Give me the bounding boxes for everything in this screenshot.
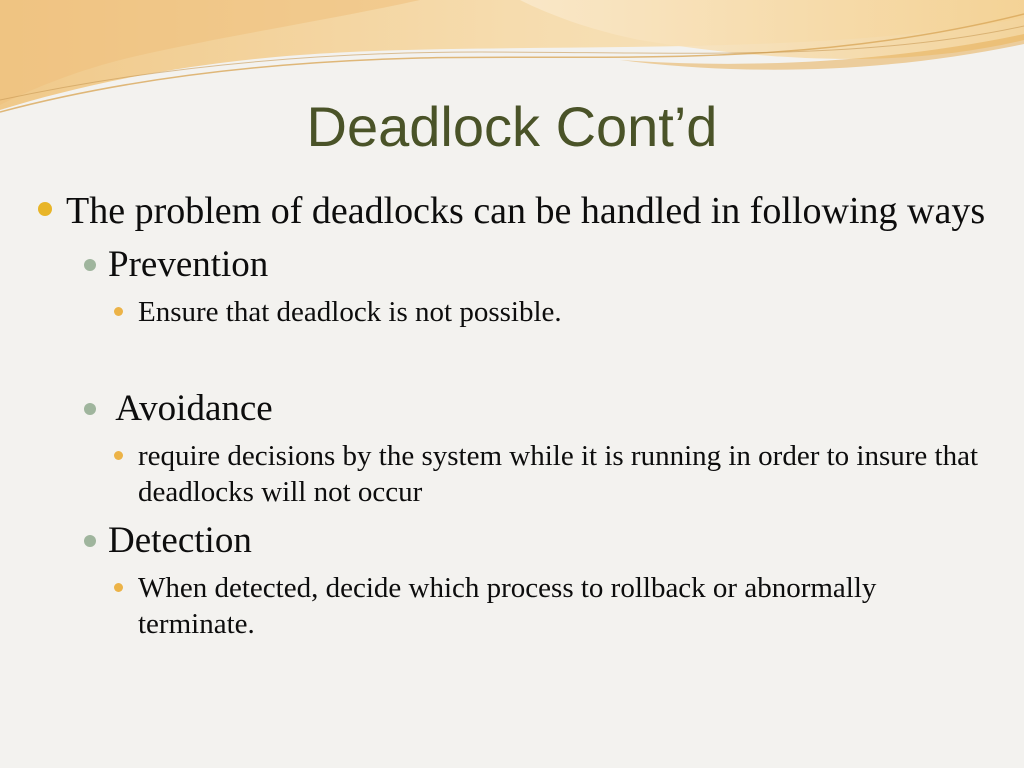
method-heading: Detection: [108, 520, 252, 561]
intro-bullet: [36, 190, 986, 232]
method-detail: [112, 570, 986, 642]
method-detail-text: When detected, decide which process to rollback or abnormally terminate.: [138, 572, 877, 640]
bullet-icon: [114, 307, 123, 316]
intro-text: The problem of deadlocks can be handled in following ways: [66, 190, 986, 232]
method-heading: Avoidance: [108, 388, 273, 429]
method-detail: [112, 438, 986, 510]
bullet-icon: [84, 535, 96, 547]
bullet-icon: [114, 583, 123, 592]
bullet-icon: [114, 451, 123, 460]
slide-title: Deadlock Cont’d: [306, 95, 718, 158]
method-detail: [112, 294, 986, 330]
method-avoidance: [82, 388, 986, 430]
method-prevention: [82, 244, 986, 286]
method-heading: Prevention: [108, 244, 269, 285]
bullet-list: [36, 190, 986, 642]
method-detail-text: Ensure that deadlock is not possible.: [138, 296, 562, 328]
method-detail-text: require decisions by the system while it is running in order to insure that deadlocks will not occur: [138, 440, 979, 508]
bullet-icon: [38, 202, 52, 216]
bullet-icon: [84, 259, 96, 271]
method-detection: [82, 520, 986, 562]
bullet-icon: [84, 403, 96, 415]
